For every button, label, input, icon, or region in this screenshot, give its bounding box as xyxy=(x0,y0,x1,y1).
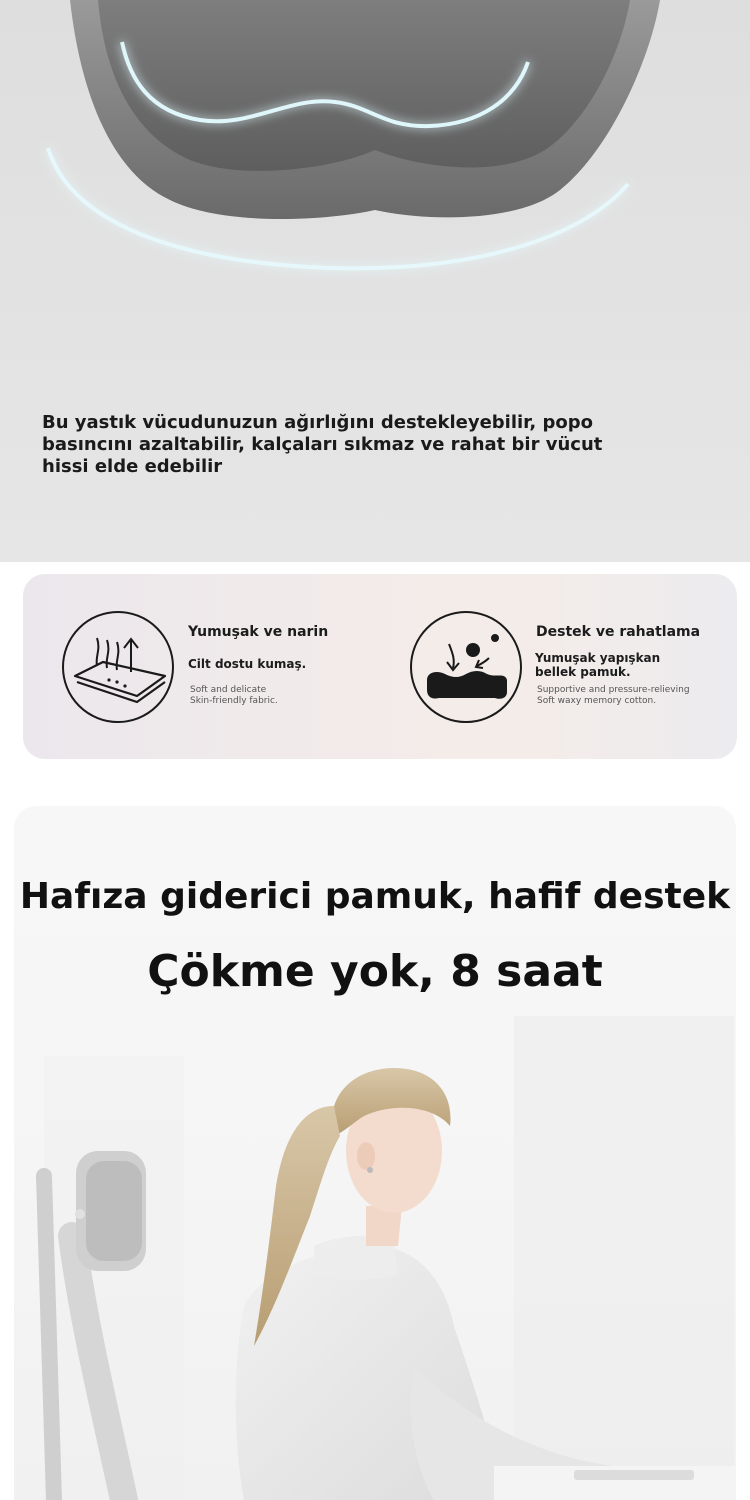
feature-memory-foam xyxy=(380,574,737,759)
feature-soft-fabric xyxy=(23,574,380,759)
feature-english-caption: Soft and delicate Skin-friendly fabric. xyxy=(190,685,278,706)
memory-foam-icon xyxy=(409,610,523,724)
headline-primary: Hafıza giderici pamuk, hafif destek xyxy=(19,876,731,917)
headline-secondary: Çökme yok, 8 saat xyxy=(147,946,603,997)
feature-subtitle: Yumuşak yapışkan bellek pamuk. xyxy=(535,651,661,679)
cushion-hero-section xyxy=(0,0,750,562)
feature-english-caption: Supportive and pressure-relieving Soft waxy memory cotton. xyxy=(537,685,690,706)
chair-frame xyxy=(44,1176,54,1500)
feature-subtitle: Cilt dostu kumaş. xyxy=(188,657,307,671)
feature-card xyxy=(23,574,737,759)
keyboard xyxy=(574,1470,694,1480)
cushion-top-surface xyxy=(98,0,630,171)
memory-foam-lifestyle-section xyxy=(14,806,736,1500)
feature-title: Yumuşak ve narin xyxy=(188,624,329,640)
soft-fabric-icon xyxy=(61,610,175,724)
cushion-description: Bu yastık vücudunuzun ağırlığını destekleyebilir, popo basıncını azaltabilir, kalçaları sıkmaz ve rahat bir vücut hissi elde edebilir xyxy=(42,412,603,477)
feature-title: Destek ve rahatlama xyxy=(536,624,701,640)
